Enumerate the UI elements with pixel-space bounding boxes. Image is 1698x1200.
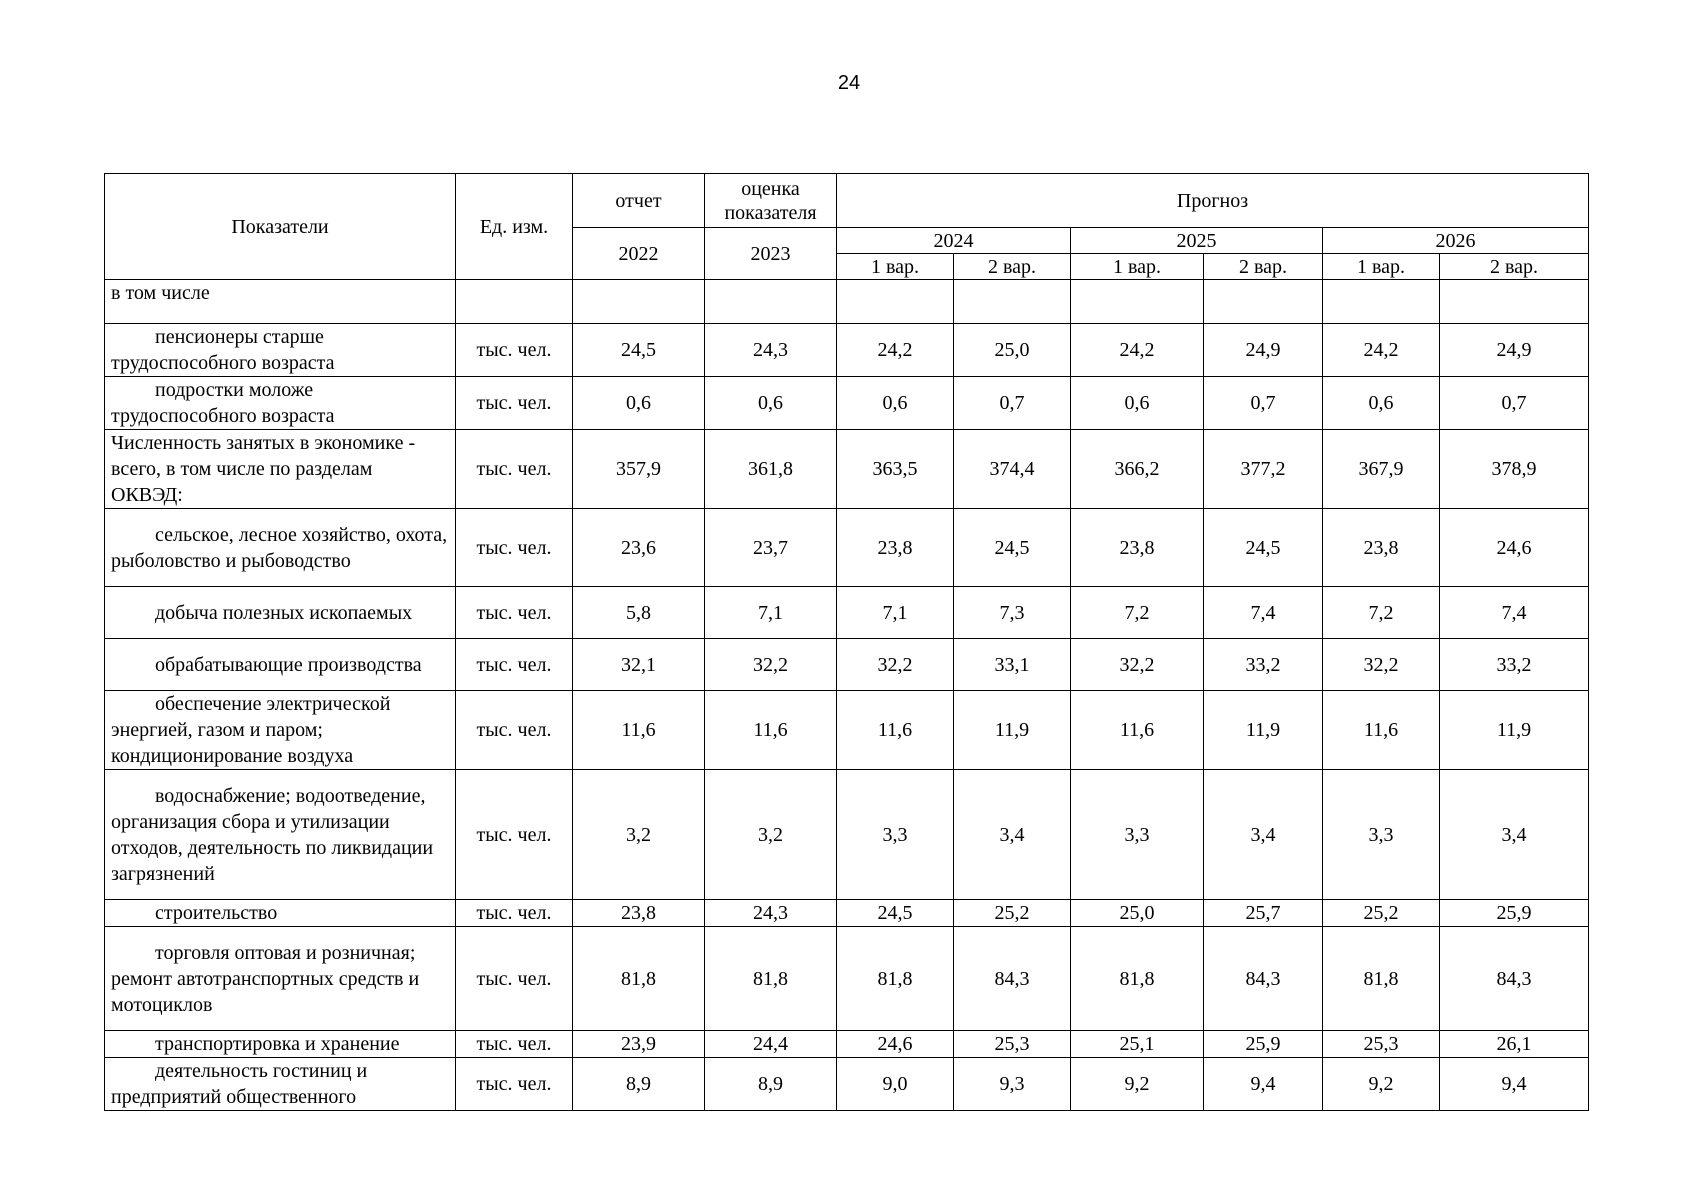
row-value: 25,0 bbox=[954, 324, 1071, 377]
row-value: 7,2 bbox=[1071, 587, 1204, 639]
row-value: 81,8 bbox=[1071, 927, 1204, 1031]
header-year-2025: 2025 bbox=[1071, 228, 1323, 254]
row-value: 9,3 bbox=[954, 1058, 1071, 1111]
row-value: 25,3 bbox=[1323, 1031, 1440, 1058]
row-value: 7,4 bbox=[1204, 587, 1323, 639]
row-value: 0,7 bbox=[1440, 377, 1589, 430]
row-value: 25,9 bbox=[1204, 1031, 1323, 1058]
row-unit: тыс. чел. bbox=[456, 1058, 573, 1111]
row-label bbox=[105, 900, 456, 927]
header-forecast: Прогноз bbox=[837, 174, 1589, 228]
header-year-2023: 2023 bbox=[705, 228, 837, 280]
row-value: 23,7 bbox=[705, 509, 837, 587]
row-value: 84,3 bbox=[954, 927, 1071, 1031]
row-value: 32,1 bbox=[573, 639, 705, 691]
row-value: 363,5 bbox=[837, 430, 954, 509]
row-value: 24,2 bbox=[1071, 324, 1204, 377]
row-value: 9,4 bbox=[1440, 1058, 1589, 1111]
table-row bbox=[105, 587, 1589, 639]
row-label bbox=[105, 1031, 456, 1058]
row-label-text: торговля оптовая и розничная; ремонт автотранспортных средств и мотоциклов bbox=[111, 941, 420, 1016]
row-value: 8,9 bbox=[705, 1058, 837, 1111]
row-unit: тыс. чел. bbox=[456, 770, 573, 900]
row-value: 24,6 bbox=[1440, 509, 1589, 587]
row-value: 0,7 bbox=[1204, 377, 1323, 430]
row-value: 24,5 bbox=[954, 509, 1071, 587]
row-value: 32,2 bbox=[837, 639, 954, 691]
row-value: 377,2 bbox=[1204, 430, 1323, 509]
row-label-text: транспортировка и хранение bbox=[155, 1033, 400, 1055]
header-estimate: оценка показателя bbox=[705, 174, 837, 228]
row-value: 24,3 bbox=[705, 900, 837, 927]
header-year-2024: 2024 bbox=[837, 228, 1071, 254]
row-unit: тыс. чел. bbox=[456, 377, 573, 430]
table-row bbox=[105, 927, 1589, 1031]
row-value: 25,1 bbox=[1071, 1031, 1204, 1058]
table-row bbox=[105, 639, 1589, 691]
row-value: 81,8 bbox=[1323, 927, 1440, 1031]
row-unit: тыс. чел. bbox=[456, 900, 573, 927]
row-value: 33,2 bbox=[1440, 639, 1589, 691]
row-value: 374,4 bbox=[954, 430, 1071, 509]
row-label-text: сельское, лесное хозяйство, охота, рыболовство и рыбоводство bbox=[111, 523, 448, 572]
row-value: 23,9 bbox=[573, 1031, 705, 1058]
row-value: 3,4 bbox=[1204, 770, 1323, 900]
row-value: 25,0 bbox=[1071, 900, 1204, 927]
row-value: 11,6 bbox=[705, 691, 837, 770]
header-2024-var1: 1 вар. bbox=[837, 254, 954, 280]
row-value: 84,3 bbox=[1440, 927, 1589, 1031]
row-unit: тыс. чел. bbox=[456, 927, 573, 1031]
row-value: 24,5 bbox=[837, 900, 954, 927]
table-row bbox=[105, 900, 1589, 927]
row-value: 23,8 bbox=[1071, 509, 1204, 587]
table-row-subheader bbox=[105, 280, 1589, 324]
row-value: 3,3 bbox=[1071, 770, 1204, 900]
header-2026-var1: 1 вар. bbox=[1323, 254, 1440, 280]
row-value: 26,1 bbox=[1440, 1031, 1589, 1058]
row-value: 24,6 bbox=[837, 1031, 954, 1058]
row-label bbox=[105, 377, 456, 430]
row-value: 81,8 bbox=[837, 927, 954, 1031]
row-unit: тыс. чел. bbox=[456, 509, 573, 587]
row-value: 366,2 bbox=[1071, 430, 1204, 509]
row-value: 3,2 bbox=[573, 770, 705, 900]
row-label-text: добыча полезных ископаемых bbox=[155, 601, 413, 624]
row-value: 11,6 bbox=[1323, 691, 1440, 770]
row-value: 11,6 bbox=[573, 691, 705, 770]
table-row bbox=[105, 430, 1589, 509]
row-value: 32,2 bbox=[705, 639, 837, 691]
row-value: 3,4 bbox=[1440, 770, 1589, 900]
row-unit: тыс. чел. bbox=[456, 587, 573, 639]
row-label bbox=[105, 639, 456, 691]
row-label bbox=[105, 927, 456, 1031]
row-value: 357,9 bbox=[573, 430, 705, 509]
row-value: 81,8 bbox=[705, 927, 837, 1031]
row-value: 32,2 bbox=[1071, 639, 1204, 691]
row-label-text: водоснабжение; водоотведение, организация сбора и утилизации отходов, деятельность по ликвидации загрязнений bbox=[111, 784, 434, 885]
row-value: 25,2 bbox=[1323, 900, 1440, 927]
row-value: 9,2 bbox=[1071, 1058, 1204, 1111]
row-value: 0,6 bbox=[573, 377, 705, 430]
row-value: 9,4 bbox=[1204, 1058, 1323, 1111]
row-value: 7,4 bbox=[1440, 587, 1589, 639]
row-value: 81,8 bbox=[573, 927, 705, 1031]
row-value: 25,9 bbox=[1440, 900, 1589, 927]
header-unit: Ед. изм. bbox=[456, 174, 573, 280]
header-2024-var2: 2 вар. bbox=[954, 254, 1071, 280]
row-label bbox=[105, 587, 456, 639]
row-value: 0,7 bbox=[954, 377, 1071, 430]
table-row bbox=[105, 509, 1589, 587]
row-value: 11,6 bbox=[1071, 691, 1204, 770]
row-value: 23,6 bbox=[573, 509, 705, 587]
row-value: 24,3 bbox=[705, 324, 837, 377]
row-value: 7,1 bbox=[837, 587, 954, 639]
header-2025-var2: 2 вар. bbox=[1204, 254, 1323, 280]
row-value: 25,3 bbox=[954, 1031, 1071, 1058]
row-value: 33,2 bbox=[1204, 639, 1323, 691]
row-value: 0,6 bbox=[1071, 377, 1204, 430]
row-label bbox=[105, 509, 456, 587]
forecast-table bbox=[104, 173, 1589, 1111]
row-value: 24,9 bbox=[1204, 324, 1323, 377]
row-unit: тыс. чел. bbox=[456, 1031, 573, 1058]
header-year-2026: 2026 bbox=[1323, 228, 1589, 254]
row-value: 9,2 bbox=[1323, 1058, 1440, 1111]
row-label bbox=[105, 430, 456, 509]
header-2026-var2: 2 вар. bbox=[1440, 254, 1589, 280]
row-value: 11,9 bbox=[1204, 691, 1323, 770]
row-value: 24,5 bbox=[1204, 509, 1323, 587]
row-value: 0,6 bbox=[1323, 377, 1440, 430]
row-value: 23,8 bbox=[573, 900, 705, 927]
row-value: 3,3 bbox=[837, 770, 954, 900]
row-unit: тыс. чел. bbox=[456, 324, 573, 377]
row-value: 7,3 bbox=[954, 587, 1071, 639]
row-value: 9,0 bbox=[837, 1058, 954, 1111]
row-value: 3,3 bbox=[1323, 770, 1440, 900]
row-value: 11,6 bbox=[837, 691, 954, 770]
table-row bbox=[105, 324, 1589, 377]
row-value: 24,5 bbox=[573, 324, 705, 377]
row-value: 11,9 bbox=[1440, 691, 1589, 770]
row-value: 24,4 bbox=[705, 1031, 837, 1058]
table-row bbox=[105, 377, 1589, 430]
row-value: 23,8 bbox=[837, 509, 954, 587]
row-label-text: пенсионеры старше трудоспособного возраста bbox=[111, 326, 335, 374]
row-unit: тыс. чел. bbox=[456, 430, 573, 509]
header-report: отчет bbox=[573, 174, 705, 228]
page-number: 24 bbox=[837, 72, 861, 94]
row-value: 23,8 bbox=[1323, 509, 1440, 587]
row-value: 378,9 bbox=[1440, 430, 1589, 509]
row-value: 11,9 bbox=[954, 691, 1071, 770]
row-value: 5,8 bbox=[573, 587, 705, 639]
subheader-label: в том числе bbox=[105, 280, 456, 324]
row-value: 8,9 bbox=[573, 1058, 705, 1111]
table-row bbox=[105, 770, 1589, 900]
row-value: 0,6 bbox=[705, 377, 837, 430]
row-value: 3,2 bbox=[705, 770, 837, 900]
row-value: 361,8 bbox=[705, 430, 837, 509]
row-value: 24,9 bbox=[1440, 324, 1589, 377]
row-unit: тыс. чел. bbox=[456, 639, 573, 691]
row-label bbox=[105, 1058, 456, 1111]
row-label bbox=[105, 770, 456, 900]
row-label-text: подростки моложе трудоспособного возраста bbox=[111, 379, 335, 427]
row-value: 367,9 bbox=[1323, 430, 1440, 509]
row-value: 25,7 bbox=[1204, 900, 1323, 927]
row-value: 32,2 bbox=[1323, 639, 1440, 691]
row-value: 24,2 bbox=[837, 324, 954, 377]
header-year-2022: 2022 bbox=[573, 228, 705, 280]
row-value: 0,6 bbox=[837, 377, 954, 430]
row-unit: тыс. чел. bbox=[456, 691, 573, 770]
row-value: 7,2 bbox=[1323, 587, 1440, 639]
row-label bbox=[105, 691, 456, 770]
row-value: 84,3 bbox=[1204, 927, 1323, 1031]
row-label-text: Численность занятых в экономике - всего, в том числе по разделам ОКВЭД: bbox=[111, 432, 416, 506]
table-row bbox=[105, 1058, 1589, 1111]
table-row bbox=[105, 691, 1589, 770]
row-label bbox=[105, 324, 456, 377]
header-2025-var1: 1 вар. bbox=[1071, 254, 1204, 280]
row-value: 3,4 bbox=[954, 770, 1071, 900]
row-label-text: обрабатывающие производства bbox=[155, 653, 422, 676]
table-row bbox=[105, 1031, 1589, 1058]
row-label-text: деятельность гостиниц и предприятий общественного bbox=[111, 1060, 368, 1108]
row-label-text: обеспечение электрической энергией, газом и паром; кондиционирование воздуха bbox=[111, 693, 391, 767]
row-value: 7,1 bbox=[705, 587, 837, 639]
header-indicators: Показатели bbox=[105, 174, 456, 280]
row-value: 24,2 bbox=[1323, 324, 1440, 377]
row-value: 33,1 bbox=[954, 639, 1071, 691]
row-label-text: строительство bbox=[155, 902, 278, 924]
row-value: 25,2 bbox=[954, 900, 1071, 927]
